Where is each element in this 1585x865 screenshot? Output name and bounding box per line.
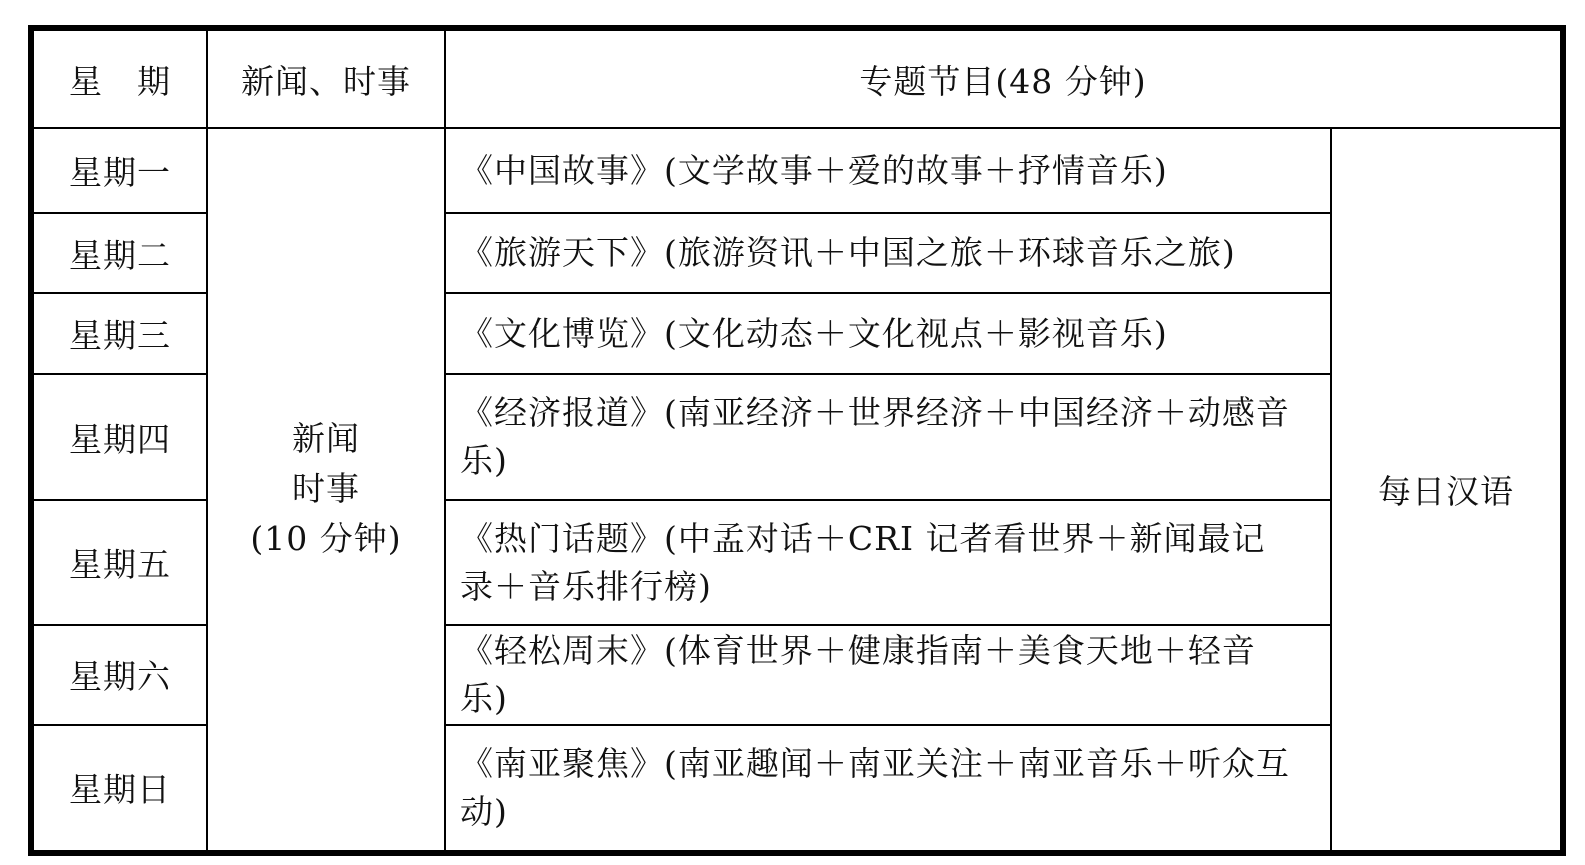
day-cell: 星期二 <box>31 213 207 293</box>
daily-chinese-merged-cell: 每日汉语 <box>1331 128 1563 853</box>
program-cell: 《旅游天下》(旅游资讯＋中国之旅＋环球音乐之旅) <box>445 213 1331 293</box>
program-cell: 《南亚聚焦》(南亚趣闻＋南亚关注＋南亚音乐＋听众互动) <box>445 725 1331 853</box>
program-cell: 《经济报道》(南亚经济＋世界经济＋中国经济＋动感音乐) <box>445 374 1331 500</box>
program-cell: 《热门话题》(中孟对话＋CRI 记者看世界＋新闻最记录＋音乐排行榜) <box>445 500 1331 625</box>
news-line-1: 新闻 <box>292 419 360 459</box>
schedule-table <box>28 25 1566 856</box>
program-cell: 《轻松周末》(体育世界＋健康指南＋美食天地＋轻音乐) <box>445 625 1331 725</box>
header-day-cell: 星 期 <box>31 28 207 128</box>
news-line-2: 时事 <box>292 469 360 509</box>
program-cell: 《中国故事》(文学故事＋爱的故事＋抒情音乐) <box>445 128 1331 213</box>
news-line-3: (10 分钟) <box>250 519 402 559</box>
day-cell: 星期一 <box>31 128 207 213</box>
header-program-cell: 专题节目(48 分钟) <box>445 28 1563 128</box>
header-news-cell: 新闻、时事 <box>207 28 445 128</box>
table-row-monday <box>31 128 1563 213</box>
day-cell: 星期五 <box>31 500 207 625</box>
day-cell: 星期日 <box>31 725 207 853</box>
day-cell: 星期六 <box>31 625 207 725</box>
header-row <box>31 28 1563 128</box>
news-merged-cell <box>207 128 445 853</box>
day-cell: 星期四 <box>31 374 207 500</box>
day-cell: 星期三 <box>31 293 207 374</box>
program-cell: 《文化博览》(文化动态＋文化视点＋影视音乐) <box>445 293 1331 374</box>
